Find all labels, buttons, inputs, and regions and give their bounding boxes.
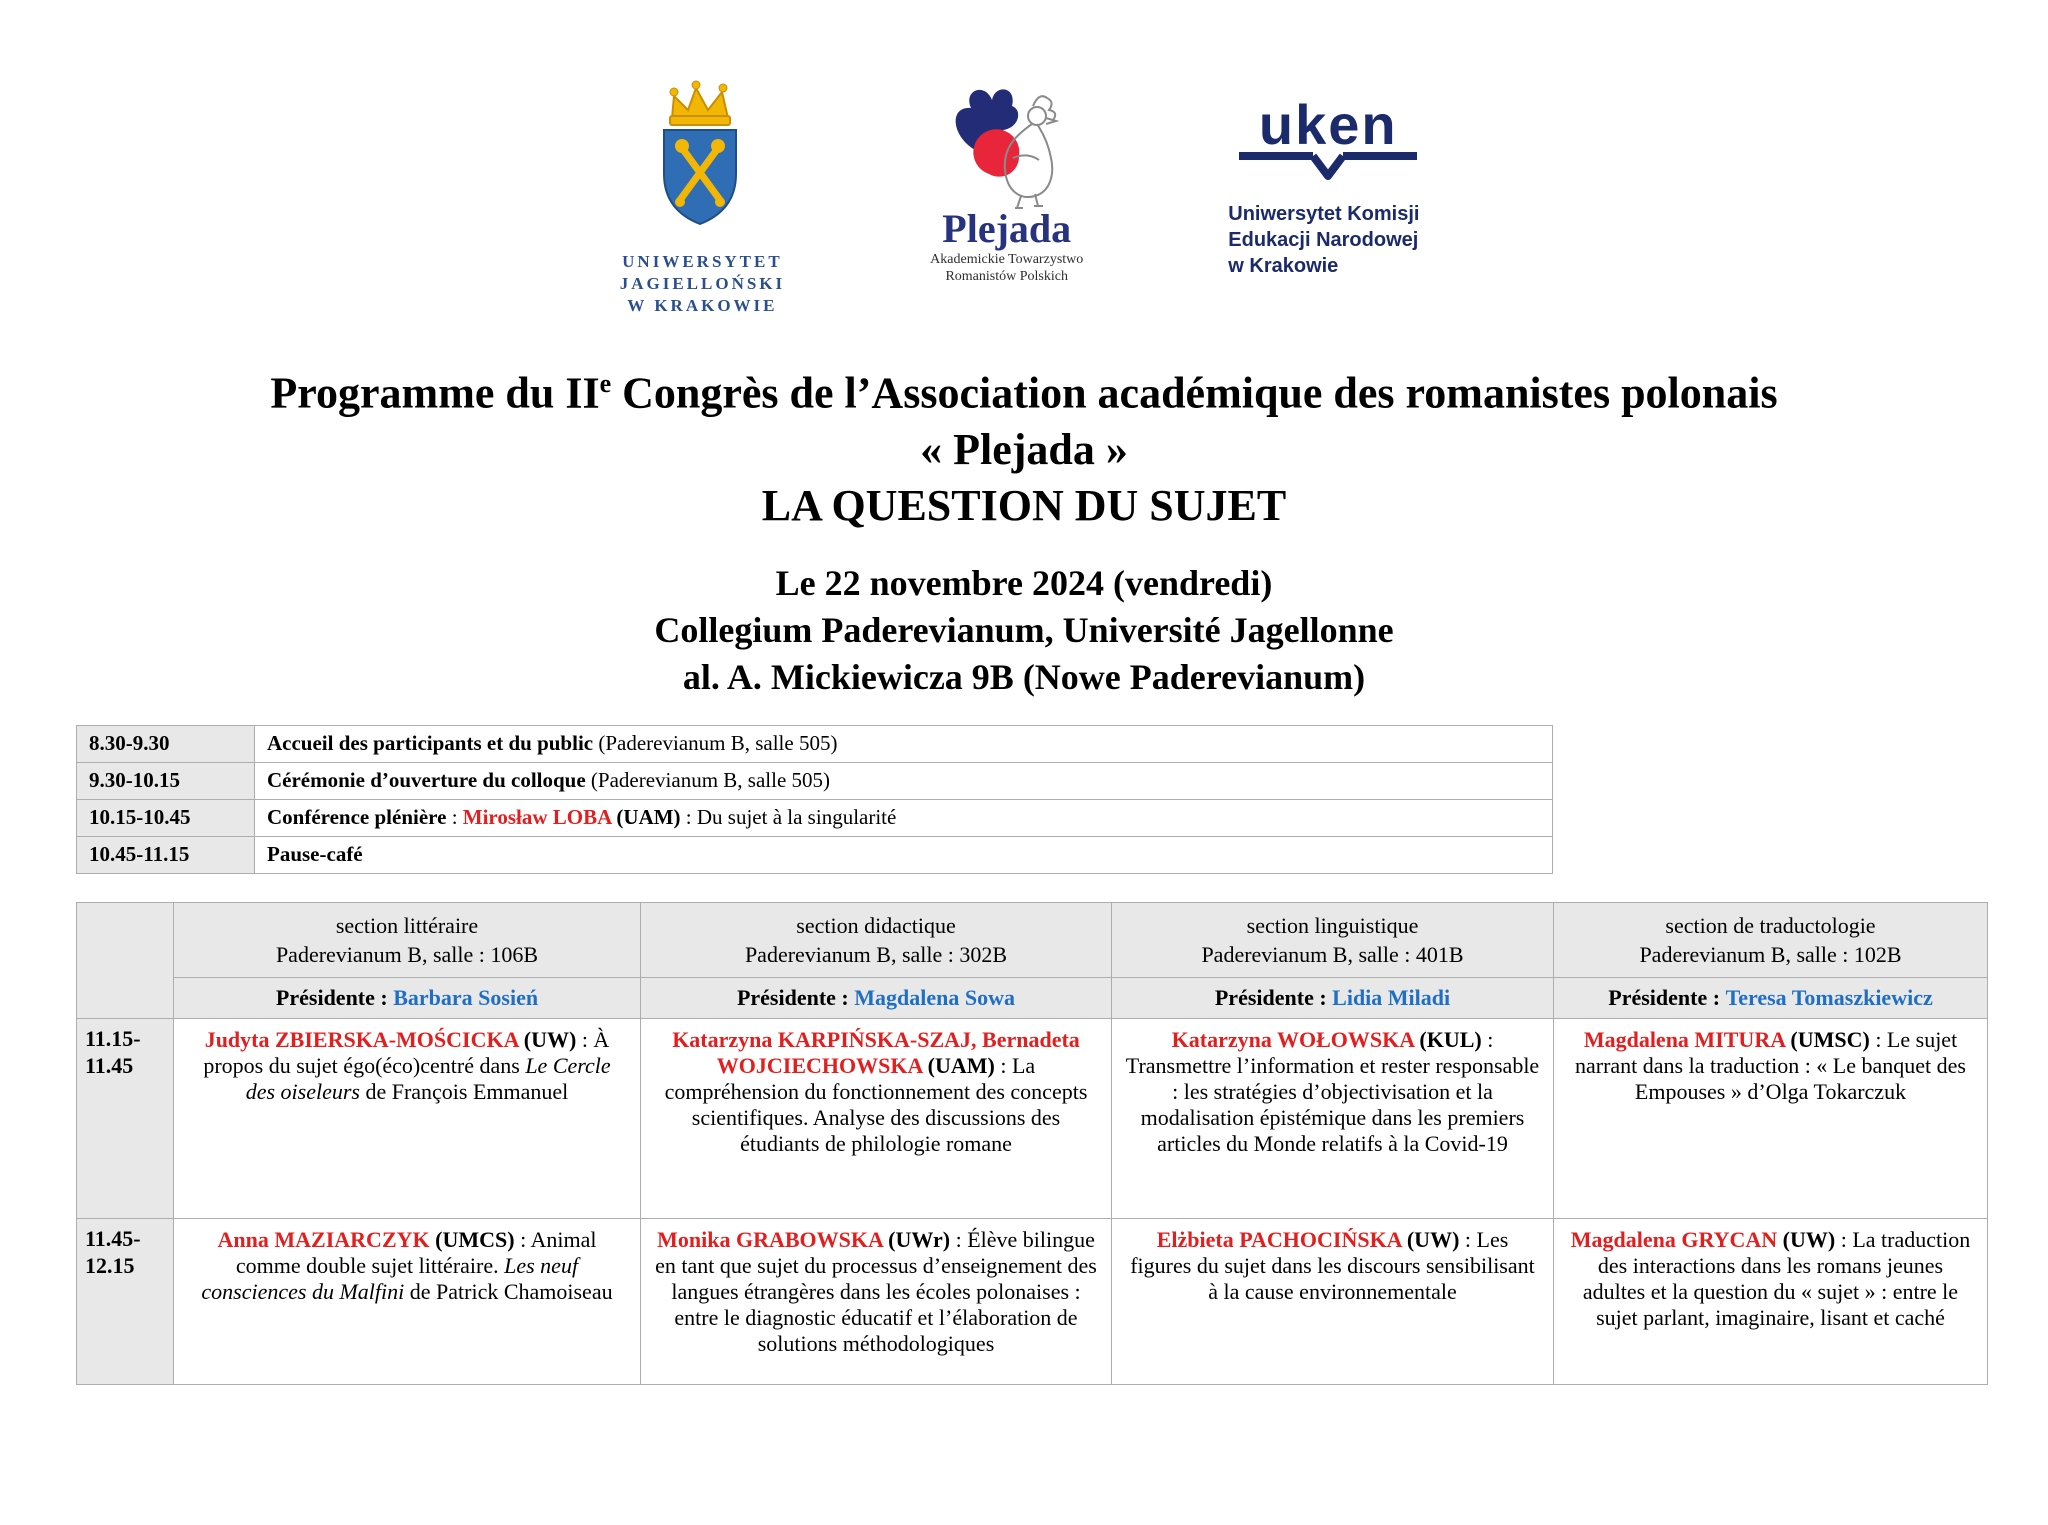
event-cell: Accueil des participants et du public (Paderevianum B, salle 505): [255, 725, 1553, 762]
uj-name-line1: UNIWERSYTET: [622, 252, 783, 271]
chair-cell: Présidente : Teresa Tomaszkiewicz: [1554, 977, 1988, 1018]
event-cell: Cérémonie d’ouverture du colloque (Paderevianum B, salle 505): [255, 762, 1553, 799]
time-cell: 9.30-10.15: [77, 762, 255, 799]
uken-wordmark: uken: [1258, 93, 1398, 156]
time-cell: 10.45-11.15: [77, 836, 255, 873]
uken-logo: [1228, 78, 1428, 279]
open-book-icon: [1235, 150, 1421, 189]
talk-cell: Magdalena MITURA (UMSC) : Le sujet narrant dans la traduction : « Le banquet des Empouses » d’Olga Tokarczuk: [1554, 1018, 1988, 1218]
plejada-sub-line1: Akademickie Towarzystwo: [930, 252, 1084, 267]
schedule-table: [76, 725, 1553, 874]
chair-cell: Présidente : Barbara Sosień: [174, 977, 641, 1018]
session-row: [77, 1018, 1988, 1218]
title-line2: « Plejada »: [920, 424, 1128, 474]
title-line1: Programme du IIe Congrès de l’Association académique des romanistes polonais: [270, 368, 1778, 418]
section-header: section linguistique Paderevianum B, salle : 401B: [1112, 902, 1554, 977]
event-date: Le 22 novembre 2024 (vendredi): [775, 562, 1273, 603]
uj-name-line3: W KRAKOWIE: [627, 296, 778, 315]
session-row: [77, 1218, 1988, 1384]
section-header: section didactique Paderevianum B, salle : 302B: [641, 902, 1112, 977]
uj-logo: [620, 78, 785, 317]
plejada-sub-line2: Romanistów Polskich: [945, 269, 1068, 284]
chair-row: [77, 977, 1988, 1018]
time-cell: 8.30-9.30: [77, 725, 255, 762]
talk-cell: Katarzyna WOŁOWSKA (KUL) : Transmettre l’information et rester responsable : les stratégies d’objectivisation et la modalisation épistémique dans les premiers articles du Monde relatifs à la Covid-19: [1112, 1018, 1554, 1218]
time-cell: 11.15- 11.45: [77, 1018, 174, 1218]
schedule-row: [77, 836, 1553, 873]
chair-cell: Présidente : Lidia Miladi: [1112, 977, 1554, 1018]
plejada-wordmark: Plejada: [942, 206, 1072, 251]
talk-cell: Elżbieta PACHOCIŃSKA (UW) : Les figures du sujet dans les discours sensibilisant à la cause environnementale: [1112, 1218, 1554, 1384]
title-line3: LA QUESTION DU SUJET: [761, 480, 1287, 530]
rooster-icon: [937, 78, 1077, 215]
event-venue: Collegium Paderevianum, Université Jagellonne: [654, 609, 1394, 650]
uj-crest-icon: [638, 78, 766, 241]
uken-name-line1: Uniwersytet Komisji: [1228, 203, 1420, 225]
time-cell: 10.15-10.45: [77, 799, 255, 836]
talk-cell: Anna MAZIARCZYK (UMCS) : Animal comme double sujet littéraire. Les neuf consciences du Malfini de Patrick Chamoiseau: [174, 1218, 641, 1384]
section-header: section littéraire Paderevianum B, salle : 106B: [174, 902, 641, 977]
talk-cell: Judyta ZBIERSKA-MOŚCICKA (UW) : À propos du sujet égo(éco)centré dans Le Cercle des oiseleurs de François Emmanuel: [174, 1018, 641, 1218]
event-cell: Pause-café: [255, 836, 1553, 873]
event-cell: Conférence plénière : Mirosław LOBA (UAM) : Du sujet à la singularité: [255, 799, 1553, 836]
section-header-row: [77, 902, 1988, 977]
event-address: al. A. Mickiewicza 9B (Nowe Paderevianum): [682, 656, 1366, 697]
page-title: [0, 356, 2048, 534]
schedule-row: [77, 762, 1553, 799]
talk-cell: Magdalena GRYCAN (UW) : La traduction des interactions dans les romans jeunes adultes et la question du « sujet » : entre le sujet parlant, imaginaire, lisant et caché: [1554, 1218, 1988, 1384]
logo-row: [0, 78, 2048, 315]
uken-name-line3: w Krakowie: [1228, 255, 1339, 277]
time-cell: 11.45- 12.15: [77, 1218, 174, 1384]
schedule-row: [77, 799, 1553, 836]
section-header: section de traductologie Paderevianum B, salle : 102B: [1554, 902, 1988, 977]
plejada-logo: [930, 78, 1083, 285]
uj-name-line2: JAGIELLOŃSKI: [619, 274, 786, 293]
talk-cell: Katarzyna KARPIŃSKA-SZAJ, Bernadeta WOJCIECHOWSKA (UAM) : La compréhension du fonctionnement des concepts scientifiques. Analyse des discussions des étudiants de philologie romane: [641, 1018, 1112, 1218]
talk-cell: Monika GRABOWSKA (UWr) : Élève bilingue en tant que sujet du processus d’enseignement des langues étrangères dans les écoles polonaises : entre le diagnostic éducatif et l’élaboration de solutions méthodologiques: [641, 1218, 1112, 1384]
sessions-table: [76, 902, 1988, 1385]
schedule-row: [77, 725, 1553, 762]
uken-name-line2: Edukacji Narodowej: [1228, 229, 1419, 251]
event-info: [0, 560, 2048, 701]
corner-cell: [77, 902, 174, 1018]
chair-cell: Présidente : Magdalena Sowa: [641, 977, 1112, 1018]
